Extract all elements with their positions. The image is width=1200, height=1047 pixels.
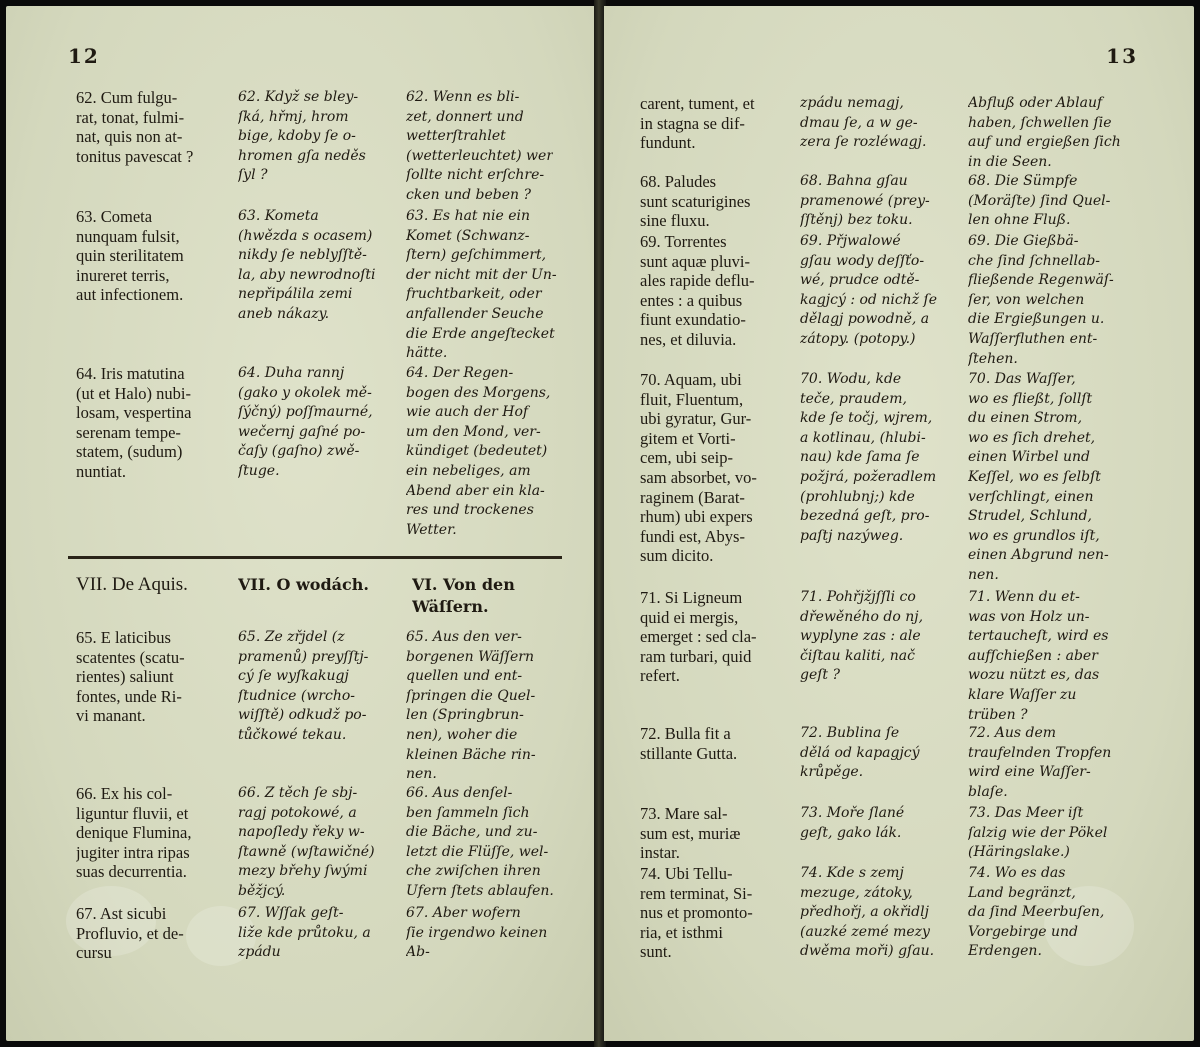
czech-entry-70: 70. Wodu, kde teče, praudem, kde ſe točj, wjrem, a kotlinau, (hlubi- nau) kde ſama ſe požjrá, požeradlem (prohlubnj;) kde bezedná geſt, pro- paſtj nazýweg. [800,371,937,544]
german-entry-69: 69. Die Gießbä- che ſind ſchnellab- fließende Regenwäſ- ſer, von welchen die Ergießungen u. Waſſerfluthen ent- ſtehen. [968,233,1114,367]
german-entry-63: 63. Es hat nie ein Komet (Schwanz- ſtern) geſchimmert, der nicht mit der Un- fruchtbarkeit, oder anfallender Seuche die Erde angeſtecket hätte. [406,208,557,362]
latin-entry-66: 66. Ex his col- liguntur fluvii, et denique Flumina, jugiter intra ripas suas decurrentia. [76,784,192,882]
german-entry-66: 66. Aus denſel- ben ſammeln ſich die Bäche, und zu- letzt die Flüſſe, wel- che zwiſchen ihren Ufern ſtets ablaufen. [406,785,554,899]
czech-entry-73: 73. Moře ſlané geſt, gako lák. [800,805,905,841]
page-number: 12 [68,44,100,68]
latin-entry-62: 62. Cum fulgu- rat, tonat, fulmi- nat, quis non at- tonitus pavescat ? [76,88,194,166]
german-entry-71: 71. Wenn du et- was von Holz un- tertaucheſt, wird es aufſchießen : aber wozu nützt es, das klare Waſſer zu trüben ? [968,589,1109,723]
czech-entry-63: 63. Kometa (hwězda s ocasem) nikdy ſe neblyſſtě- la, aby newrodnoſti nepřipálila zemi aneb nákazy. [238,208,376,322]
latin-entry-71: 71. Si Ligneum quid ei mergis, emerget : sed cla- ram turbari, quid refert. [640,588,757,686]
czech-entry-68: 68. Bahna gſau pramenowé (prey- ſſtěnj) bez toku. [800,173,930,229]
german-entry-72: 72. Aus dem traufelnden Tropfen wird eine Waſſer- blaſe. [968,725,1112,800]
latin-entry-65: 65. E laticibus scatentes (scatu- rientes) saliunt fontes, unde Ri- vi manant. [76,628,185,726]
czech-entry-66: 66. Z těch ſe sbj- ragj potokowé, a napoſledy řeky w- ſtawně (wſtawičné) mezy břehy ſwými běžjcý. [238,785,375,899]
german-entry-67: 67. Aber wofern ſie irgendwo keinen Ab- [406,905,548,961]
czech-entry-62: 62. Když se bley- ſká, hřmj, hrom bige, kdoby ſe o- hromen gſa neděs ſyl ? [238,89,366,184]
latin-entry-67: 67. Ast sicubi Profluvio, et de- cursu [76,904,184,963]
german-entry-73: 73. Das Meer iſt ſalzig wie der Pökel (Häringslake.) [968,805,1108,861]
czech-entry-72: 72. Bublina ſe dělá od kapagjcý krůpěge. [800,725,920,781]
german-entry-74: 74. Wo es das Land begränzt, da ſind Meerbuſen, Vorgebirge und Erdengen. [968,865,1105,960]
czech-entry-65: 65. Ze zřjdel (z pramenů) preyſſtj- cý ſe wyſkakugj ſtudnice (wrcho- wiſſtě) odkudž po- tůčkowé tekau. [238,629,369,743]
czech-entry-69: 69. Přjwalowé gſau wody deſſťo- wé, prudce odtě- kagjcý : od nichž ſe dělagj powodně, a zátopy. (potopy.) [800,233,937,347]
right-page [604,6,1194,1041]
latin-entry-64: 64. Iris matutina (ut et Halo) nubi- losam, vespertina serenam tempe- statem, (sudum) nuntiat. [76,364,192,481]
latin-entry-69: 69. Torrentes sunt aquæ pluvi- ales rapide deflu- entes : a quibus fiunt exundatio- nes, et diluvia. [640,232,755,349]
left-page [6,6,596,1041]
section-title-german: VI. Von den Wäſſern. [412,575,515,616]
czech-entry-67: 67. Wſſak geſt- liže kde průtoku, a zpádu [238,905,371,961]
german-entry-67-cont: Abfluß oder Ablauf haben, ſchwellen ſie auf und ergießen ſich in die Seen. [968,95,1121,170]
section-title-czech: VII. O wodách. [238,575,369,594]
german-entry-65: 65. Aus den ver- borgenen Wäſſern quellen und ent- ſpringen die Quel- len (Springbrun- nen), woher die kleinen Bäche rin- nen. [406,629,536,783]
german-entry-68: 68. Die Sümpfe (Moräſte) ſind Quel- len ohne Fluß. [968,173,1111,229]
german-entry-70: 70. Das Waſſer, wo es fließt, ſollſt du einen Strom, wo es ſich drehet, einen Wirbel und Keſſel, wo es ſelbſt verſchlingt, einen Strudel, Schlund, wo es grundlos iſt, einen Abgrund nen- nen. [968,371,1109,583]
czech-entry-64: 64. Duha rannj (gako y okolek mě- ſýčný) poſſmaurné, wečernj gaſné po- čaſy (gaſno) zwě- ſtuge. [238,365,373,479]
czech-entry-67-cont: zpádu nemagj, dmau ſe, a w ge- zera ſe rozléwagj. [800,95,927,151]
section-divider [68,556,562,559]
czech-entry-74: 74. Kde s zemj mezuge, zátoky, předhořj, a okřidlj (auzké zemé mezy dwěma moři) gſau. [800,865,935,960]
german-entry-64: 64. Der Regen- bogen des Morgens, wie auch der Hof um den Mond, ver- kündiget (bedeutet) ein nebeliges, am Abend aber ein kla- res und trockenes Wetter. [406,365,551,538]
german-entry-62: 62. Wenn es bli- zet, donnert und wetterſtrahlet (wetterleuchtet) wer ſollte nicht erſchre- cken und beben ? [406,89,554,203]
czech-entry-71: 71. Pohřjžjſſli co dřewěného do nj, wyplyne zas : ale čiſtau kaliti, nač geſt ? [800,589,924,684]
section-title-latin: VII. De Aquis. [76,574,188,595]
latin-entry-74: 74. Ubi Tellu- rem terminat, Si- nus et promonto- ria, et isthmi sunt. [640,864,753,962]
latin-entry-67-cont: carent, tument, et in stagna se dif- fundunt. [640,94,755,153]
latin-entry-70: 70. Aquam, ubi fluit, Fluentum, ubi gyratur, Gur- gitem et Vorti- cem, ubi seip- sam absorbet, vo- raginem (Barat- rhum) ubi expers fundi est, Abys- sum dicito. [640,370,757,566]
page-number: 13 [1106,44,1138,68]
latin-entry-72: 72. Bulla fit a stillante Gutta. [640,724,738,763]
latin-entry-73: 73. Mare sal- sum est, muriæ instar. [640,804,741,863]
latin-entry-68: 68. Paludes sunt scaturigines sine fluxu. [640,172,751,231]
latin-entry-63: 63. Cometa nunquam fulsit, quin sterilitatem inureret terris, aut infectionem. [76,207,184,305]
